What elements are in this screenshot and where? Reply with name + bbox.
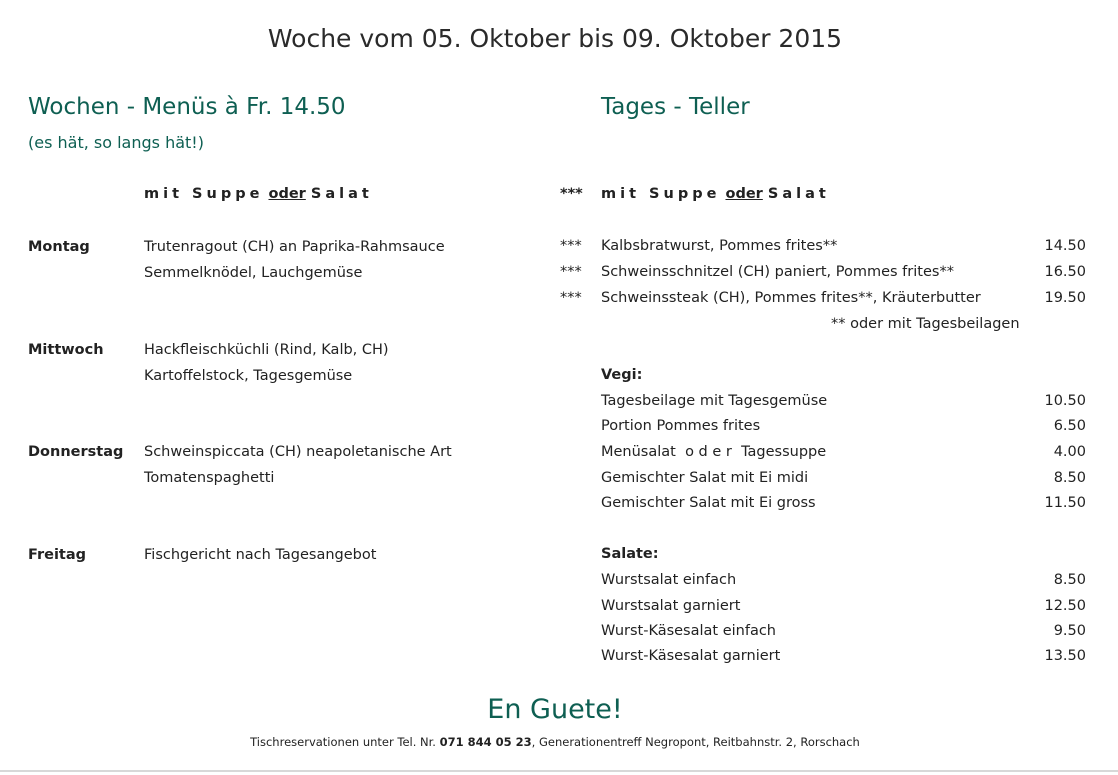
day-label-montag: Montag: [28, 239, 90, 255]
menu-line: Hackfleischküchli (Rind, Kalb, CH): [144, 342, 389, 358]
teller-item-name: Schweinssteak (CH), Pommes frites**, Kräuterbutter: [601, 290, 981, 306]
day-label-freitag: Freitag: [28, 547, 87, 563]
wochen-menu-subheading: (es hät, so langs hät!): [28, 133, 204, 152]
menu-line: Trutenragout (CH) an Paprika-Rahmsauce: [144, 239, 445, 255]
menu-line: Fischgericht nach Tagesangebot: [144, 547, 377, 563]
page-title: Woche vom 05. Oktober bis 09. Oktober 2015: [267, 24, 843, 53]
menu-line: Schweinspiccata (CH) neapoletanische Art: [144, 444, 452, 460]
left-intro-post: Salat: [310, 186, 373, 202]
teller-item-price: 19.50: [1044, 290, 1086, 306]
right-intro-oder: oder: [725, 186, 763, 202]
salate-item-name: Wurst-Käsesalat einfach: [601, 623, 776, 639]
salate-item-price: 9.50: [1053, 623, 1086, 639]
right-intro-post: Salat: [767, 186, 830, 202]
closing-greeting: En Guete!: [487, 694, 623, 725]
teller-item-name: Kalbsbratwurst, Pommes frites**: [601, 238, 838, 254]
footer-post: , Generationentreff Negropont, Reitbahnstr. 2, Rorschach: [531, 735, 860, 749]
left-intro: [144, 186, 373, 202]
salate-item-price: 12.50: [1044, 598, 1086, 614]
bottom-divider: [0, 770, 1118, 772]
teller-item-price: 16.50: [1044, 264, 1086, 280]
salate-item-price: 13.50: [1044, 648, 1086, 664]
vegi-item-price: 4.00: [1053, 444, 1086, 460]
vegi-item-name: Gemischter Salat mit Ei gross: [601, 495, 816, 511]
stars-marker: ***: [560, 186, 583, 202]
menu-line: Semmelknödel, Lauchgemüse: [144, 265, 363, 281]
stars-marker: ***: [560, 290, 582, 306]
tages-teller-heading: Tages - Teller: [601, 94, 750, 120]
salate-item-name: Wurstsalat garniert: [601, 598, 741, 614]
vegi-item-name: Gemischter Salat mit Ei midi: [601, 470, 809, 486]
wochen-menu-heading: Wochen - Menüs à Fr. 14.50: [28, 94, 346, 120]
right-intro-pre: mit Suppe: [601, 186, 721, 202]
left-intro-pre: mit Suppe: [144, 186, 264, 202]
teller-note: ** oder mit Tagesbeilagen: [831, 316, 1020, 332]
vegi-item-name: Tagesbeilage mit Tagesgemüse: [601, 393, 828, 409]
day-label-mittwoch: Mittwoch: [28, 342, 104, 358]
footer-reservation: [0, 735, 1110, 749]
stars-marker: ***: [560, 264, 582, 280]
vegi-item-name: Portion Pommes frites: [601, 418, 761, 434]
menu-line: Tomatenspaghetti: [144, 470, 275, 486]
vegi-item-price: 11.50: [1044, 495, 1086, 511]
left-intro-oder: oder: [268, 186, 306, 202]
vegi-item-price: 6.50: [1053, 418, 1086, 434]
vegi-item-name: Menüsalat o d e r Tagessuppe: [601, 444, 827, 460]
footer-pre: Tischreservationen unter Tel. Nr.: [250, 735, 440, 749]
menu-line: Kartoffelstock, Tagesgemüse: [144, 368, 353, 384]
salate-item-name: Wurstsalat einfach: [601, 572, 737, 588]
teller-item-price: 14.50: [1044, 238, 1086, 254]
vegi-item-price: 10.50: [1044, 393, 1086, 409]
stars-marker: ***: [560, 238, 582, 254]
day-label-donnerstag: Donnerstag: [28, 444, 124, 460]
right-intro: [601, 186, 830, 202]
salate-item-price: 8.50: [1053, 572, 1086, 588]
vegi-item-price: 8.50: [1053, 470, 1086, 486]
footer-phone: 071 844 05 23: [439, 735, 532, 749]
vegi-heading: Vegi:: [601, 367, 643, 383]
salate-heading: Salate:: [601, 546, 659, 562]
salate-item-name: Wurst-Käsesalat garniert: [601, 648, 781, 664]
teller-item-name: Schweinsschnitzel (CH) paniert, Pommes frites**: [601, 264, 954, 280]
